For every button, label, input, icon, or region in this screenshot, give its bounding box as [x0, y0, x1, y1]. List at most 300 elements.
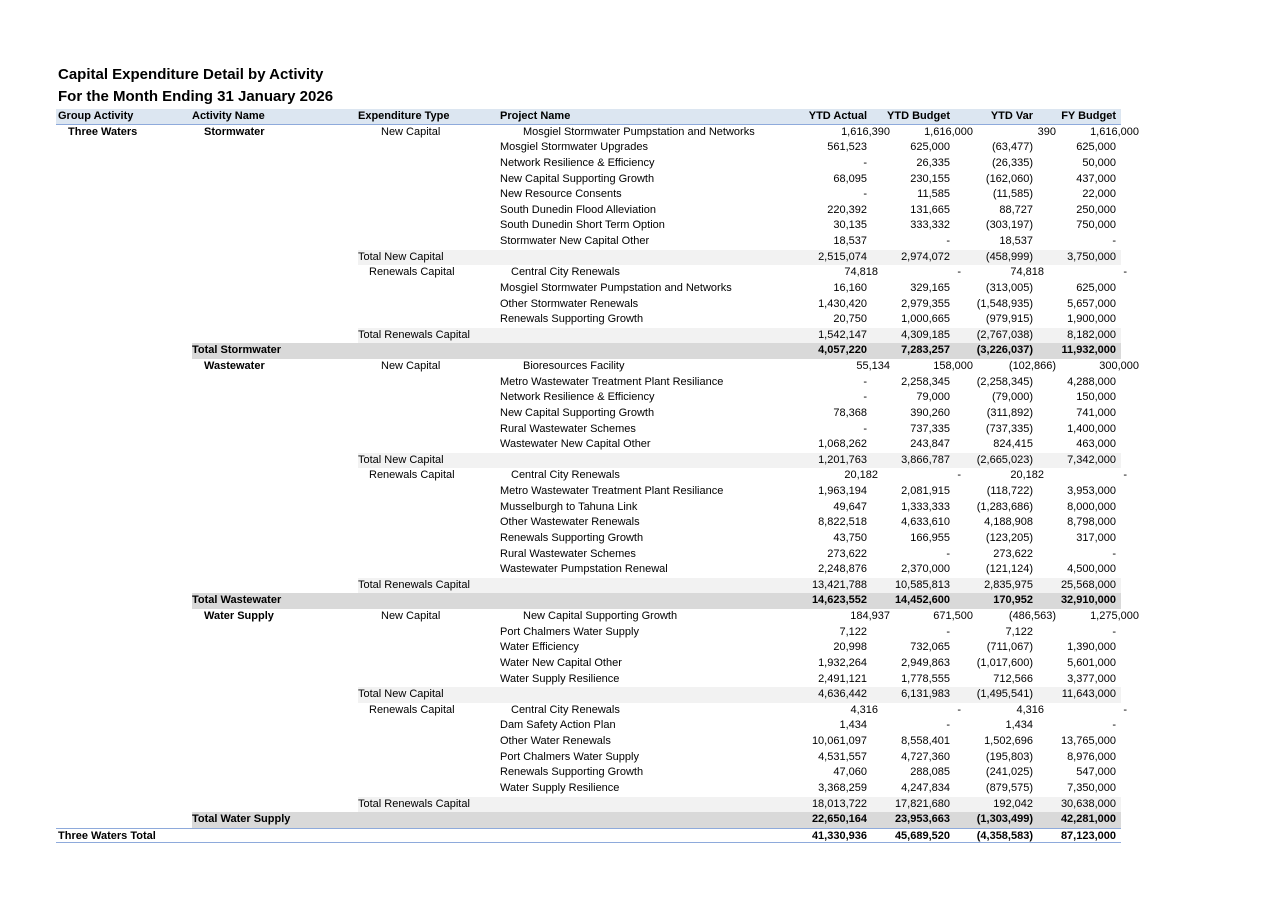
expenditure-type-cell	[358, 750, 500, 766]
expenditure-type-cell	[358, 297, 500, 313]
expenditure-type-cell	[358, 593, 500, 609]
activity-name-cell	[192, 578, 358, 594]
group-activity-cell	[56, 359, 192, 375]
group-activity-cell	[56, 750, 192, 766]
ytd-var-cell: 20,182	[1010, 469, 1044, 482]
group-activity-cell	[56, 140, 192, 156]
activity-name-cell: Total Stormwater	[192, 344, 282, 357]
activity-name-cell	[192, 515, 358, 531]
ytd-actual-cell: 7,122	[839, 625, 867, 638]
header-group-activity: Group Activity	[58, 110, 134, 122]
activity-name-cell	[192, 234, 358, 250]
table-row	[56, 218, 1121, 234]
group-activity-cell	[56, 203, 192, 219]
fy-budget-cell: 32,910,000	[1060, 594, 1116, 607]
fy-budget-cell: 625,000	[1076, 141, 1116, 154]
ytd-var-cell: (711,067)	[986, 641, 1033, 654]
ytd-actual-cell: 47,060	[833, 766, 867, 779]
project-name-cell: New Capital Supporting Growth	[523, 610, 678, 622]
ytd-var-cell: (11,585)	[992, 188, 1033, 201]
ytd-budget-cell: 79,000	[916, 391, 950, 404]
table-row	[56, 640, 1121, 656]
project-name-cell: Mosgiel Stormwater Upgrades	[500, 141, 648, 154]
table-row	[56, 609, 1139, 625]
expenditure-type-cell	[358, 484, 500, 500]
project-name-cell: Stormwater New Capital Other	[500, 235, 650, 247]
ytd-var-cell: 88,727	[999, 203, 1033, 216]
fy-budget-cell: 1,390,000	[1067, 641, 1116, 654]
project-name-cell: Rural Wastewater Schemes	[500, 547, 636, 560]
fy-budget-cell: 463,000	[1076, 438, 1116, 451]
ytd-var-cell: (1,548,935)	[976, 297, 1033, 310]
ytd-actual-cell: 43,750	[833, 531, 867, 544]
ytd-var-cell: (313,005)	[985, 281, 1033, 294]
project-name-cell: South Dunedin Short Term Option	[500, 219, 665, 232]
expenditure-type-cell: New Capital	[381, 125, 441, 138]
table-row	[56, 265, 1127, 281]
table-row	[56, 140, 1121, 156]
ytd-budget-cell: 4,727,360	[901, 750, 950, 763]
activity-name-cell	[192, 297, 358, 313]
ytd-var-cell: (102,866)	[1008, 360, 1056, 372]
group-activity-cell	[56, 156, 192, 172]
ytd-var-cell: 273,622	[993, 547, 1033, 560]
group-activity-cell	[56, 687, 192, 703]
table-row	[56, 422, 1121, 438]
table-header-row	[56, 109, 1121, 125]
activity-name-cell	[192, 156, 358, 172]
fy-budget-cell: 437,000	[1076, 172, 1116, 185]
ytd-var-cell: (2,665,023)	[976, 453, 1033, 466]
activity-name-cell	[192, 203, 358, 219]
ytd-budget-cell: 11,585	[917, 188, 950, 201]
project-name-cell: Central City Renewals	[511, 703, 620, 716]
project-name-cell: New Capital Supporting Growth	[500, 172, 655, 185]
fy-budget-cell: 1,275,000	[1090, 610, 1139, 622]
fy-budget-cell: 22,000	[1082, 188, 1116, 201]
group-activity-cell	[56, 515, 192, 531]
ytd-actual-cell: -	[863, 422, 867, 435]
ytd-budget-cell: 1,000,665	[901, 313, 950, 326]
expenditure-type-cell	[358, 765, 500, 781]
activity-name-cell	[192, 687, 358, 703]
ytd-budget-cell: 1,333,333	[901, 500, 950, 513]
group-activity-cell	[56, 234, 192, 250]
table-row	[56, 562, 1121, 578]
project-name-cell: New Capital Supporting Growth	[500, 406, 655, 419]
project-name-cell: Network Resilience & Efficiency	[500, 391, 655, 404]
header-activity-name: Activity Name	[192, 110, 265, 122]
ytd-actual-cell: 20,750	[833, 313, 867, 326]
expenditure-type-cell	[358, 156, 500, 172]
ytd-actual-cell: 49,647	[833, 500, 867, 513]
ytd-actual-cell: 1,068,262	[818, 438, 867, 451]
table-row	[56, 468, 1127, 484]
project-name-cell: Other Wastewater Renewals	[500, 516, 640, 529]
activity-name-cell	[192, 312, 358, 328]
fy-budget-cell: -	[1123, 703, 1127, 716]
project-name-cell	[500, 829, 790, 843]
activity-name-cell	[192, 797, 358, 813]
expenditure-type-cell: Total New Capital	[358, 250, 444, 263]
expenditure-type-cell: Renewals Capital	[369, 703, 455, 716]
group-activity-cell	[56, 765, 192, 781]
ytd-budget-cell: 732,065	[910, 641, 950, 654]
ytd-budget-cell: 625,000	[910, 141, 950, 154]
fy-budget-cell: 30,638,000	[1060, 797, 1116, 810]
expenditure-type-cell: Total Renewals Capital	[358, 578, 470, 591]
project-name-cell: Dam Safety Action Plan	[500, 719, 616, 732]
expenditure-type-cell	[358, 437, 500, 453]
capex-table	[56, 109, 1139, 843]
project-name-cell: Renewals Supporting Growth	[500, 766, 644, 779]
group-activity-cell	[56, 781, 192, 797]
expenditure-type-cell	[358, 781, 500, 797]
ytd-actual-cell: 14,623,552	[811, 594, 867, 607]
ytd-budget-cell: 17,821,680	[894, 797, 950, 810]
ytd-budget-cell: -	[946, 547, 950, 560]
ytd-budget-cell: -	[946, 625, 950, 638]
header-expenditure-type: Expenditure Type	[358, 110, 450, 122]
ytd-var-cell: 74,818	[1010, 266, 1044, 279]
table-row	[56, 390, 1121, 406]
ytd-actual-cell: 4,531,557	[818, 750, 867, 763]
group-activity-cell	[56, 640, 192, 656]
ytd-actual-cell: 3,368,259	[818, 781, 867, 794]
ytd-budget-cell: 3,866,787	[901, 453, 950, 466]
project-name-cell: Musselburgh to Tahuna Link	[500, 500, 638, 513]
fy-budget-cell: 7,350,000	[1067, 781, 1116, 794]
project-name-cell: Bioresources Facility	[523, 360, 625, 372]
activity-name-cell: Stormwater	[204, 125, 265, 138]
activity-name-cell	[192, 250, 358, 266]
ytd-actual-cell: 20,182	[844, 469, 878, 482]
ytd-actual-cell: -	[863, 375, 867, 388]
project-name-cell: Network Resilience & Efficiency	[500, 156, 655, 169]
fy-budget-cell: 5,601,000	[1067, 656, 1116, 669]
ytd-var-cell: (311,892)	[986, 406, 1033, 419]
expenditure-type-cell: New Capital	[381, 610, 441, 622]
ytd-actual-cell: 1,616,390	[841, 125, 890, 138]
table-row	[56, 515, 1121, 531]
group-activity-cell	[56, 250, 192, 266]
ytd-actual-cell: -	[863, 156, 867, 169]
fy-budget-cell: 3,377,000	[1067, 672, 1116, 685]
group-activity-cell	[56, 406, 192, 422]
ytd-var-cell: (737,335)	[985, 422, 1033, 435]
ytd-var-cell: (162,060)	[985, 172, 1033, 185]
fy-budget-cell: -	[1112, 719, 1116, 732]
group-activity-cell	[56, 593, 192, 609]
ytd-var-cell: (458,999)	[985, 250, 1033, 263]
fy-budget-cell: 1,900,000	[1067, 313, 1116, 326]
table-row	[56, 172, 1121, 188]
activity-name-cell	[192, 422, 358, 438]
activity-name-cell	[192, 625, 358, 641]
fy-budget-cell: -	[1112, 625, 1116, 638]
ytd-var-cell: 2,835,975	[984, 578, 1033, 591]
ytd-budget-cell: -	[957, 703, 961, 716]
ytd-budget-cell: 671,500	[933, 610, 973, 622]
ytd-actual-cell: 22,650,164	[811, 813, 867, 826]
project-name-cell: Wastewater Pumpstation Renewal	[500, 563, 668, 576]
fy-budget-cell: 4,288,000	[1067, 375, 1116, 388]
expenditure-type-cell	[358, 734, 500, 750]
group-activity-cell: Three Waters Total	[58, 829, 156, 842]
fy-budget-cell: 87,123,000	[1060, 829, 1116, 842]
expenditure-type-cell: New Capital	[381, 360, 441, 372]
table-row	[56, 547, 1121, 563]
project-name-cell: Metro Wastewater Treatment Plant Resiliance	[500, 485, 724, 497]
group-activity-cell	[56, 218, 192, 234]
group-activity-cell	[56, 265, 192, 281]
subtotal-row	[56, 453, 1121, 469]
ytd-budget-cell: 2,370,000	[901, 563, 950, 576]
project-name-cell: Rural Wastewater Schemes	[500, 422, 636, 435]
expenditure-type-cell: Total Renewals Capital	[358, 797, 470, 810]
table-row	[56, 156, 1121, 172]
activity-name-cell	[192, 547, 358, 563]
fy-budget-cell: -	[1112, 547, 1116, 560]
group-activity-cell	[56, 578, 192, 594]
activity-name-cell	[192, 765, 358, 781]
project-name-cell: Port Chalmers Water Supply	[500, 750, 639, 763]
project-name-cell: Water Supply Resilience	[500, 781, 620, 794]
project-name-cell: Water Efficiency	[500, 641, 579, 654]
ytd-var-cell: 4,188,908	[984, 516, 1033, 529]
ytd-var-cell: (979,915)	[985, 313, 1033, 326]
ytd-actual-cell: 30,135	[833, 219, 867, 232]
table-row	[56, 781, 1121, 797]
ytd-actual-cell: -	[863, 188, 867, 201]
group-activity-cell	[56, 625, 192, 641]
expenditure-type-cell: Total Renewals Capital	[358, 328, 470, 341]
group-activity-cell	[56, 500, 192, 516]
ytd-actual-cell: 2,248,876	[818, 563, 867, 576]
ytd-budget-cell: 158,000	[933, 360, 973, 372]
fy-budget-cell: 13,765,000	[1060, 735, 1116, 747]
fy-budget-cell: 50,000	[1082, 156, 1116, 169]
expenditure-type-cell	[358, 625, 500, 641]
ytd-var-cell: (2,258,345)	[976, 375, 1033, 388]
expenditure-type-cell	[358, 562, 500, 578]
ytd-actual-cell: 1,430,420	[818, 297, 867, 310]
report-subtitle: For the Month Ending 31 January 2026	[58, 88, 334, 105]
ytd-var-cell: 824,415	[993, 438, 1033, 451]
group-activity-cell	[56, 468, 192, 484]
group-activity-cell	[56, 328, 192, 344]
expenditure-type-cell	[358, 312, 500, 328]
table-row	[56, 437, 1121, 453]
ytd-var-cell: (63,477)	[992, 141, 1033, 154]
activity-name-cell	[192, 640, 358, 656]
ytd-actual-cell: 1,963,194	[818, 485, 867, 497]
project-name-cell: Water New Capital Other	[500, 656, 622, 669]
ytd-budget-cell: 2,974,072	[901, 250, 950, 263]
ytd-actual-cell: 10,061,097	[811, 735, 867, 747]
ytd-var-cell: 7,122	[1005, 625, 1033, 638]
activity-name-cell	[192, 281, 358, 297]
expenditure-type-cell	[358, 406, 500, 422]
fy-budget-cell: 5,657,000	[1067, 297, 1116, 310]
table-row	[56, 297, 1121, 313]
ytd-budget-cell: 4,633,610	[901, 516, 950, 529]
activity-name-cell	[192, 656, 358, 672]
expenditure-type-cell	[358, 343, 500, 359]
expenditure-type-cell	[358, 656, 500, 672]
activity-name-cell	[192, 703, 358, 719]
project-name-cell	[500, 812, 790, 828]
expenditure-type-cell	[358, 515, 500, 531]
ytd-budget-cell: 166,955	[910, 531, 950, 544]
ytd-budget-cell: 1,616,000	[924, 125, 973, 138]
header-ytd-budget: YTD Budget	[887, 110, 950, 122]
expenditure-type-cell	[358, 281, 500, 297]
ytd-budget-cell: 45,689,520	[894, 829, 950, 842]
ytd-var-cell: (26,335)	[992, 156, 1033, 169]
ytd-actual-cell: 55,134	[856, 360, 890, 372]
ytd-budget-cell: 7,283,257	[901, 344, 950, 357]
group-activity-cell: Three Waters	[68, 125, 138, 138]
expenditure-type-cell	[358, 187, 500, 203]
ytd-var-cell: (2,767,038)	[976, 328, 1033, 341]
activity-name-cell: Wastewater	[204, 360, 265, 372]
expenditure-type-cell	[358, 375, 500, 391]
project-name-cell: Metro Wastewater Treatment Plant Resiliance	[500, 375, 724, 388]
table-row	[56, 625, 1121, 641]
group-activity-cell	[56, 312, 192, 328]
expenditure-type-cell	[358, 531, 500, 547]
activity-name-cell	[192, 406, 358, 422]
activity-name-cell: Total Water Supply	[192, 813, 291, 826]
expenditure-type-cell	[358, 500, 500, 516]
ytd-var-cell: (1,495,541)	[976, 688, 1033, 701]
group-activity-cell	[56, 734, 192, 750]
project-name-cell: New Resource Consents	[500, 188, 622, 201]
expenditure-type-cell: Renewals Capital	[369, 266, 455, 279]
ytd-budget-cell: 329,165	[910, 281, 950, 294]
ytd-var-cell: (3,226,037)	[976, 344, 1033, 357]
fy-budget-cell: 8,000,000	[1067, 500, 1116, 513]
activity-name-cell	[192, 484, 358, 500]
ytd-actual-cell: 78,368	[833, 406, 867, 419]
table-row	[56, 281, 1121, 297]
ytd-actual-cell: 561,523	[827, 141, 867, 154]
subtotal-row	[56, 797, 1121, 813]
group-activity-cell	[56, 187, 192, 203]
activity-name-cell	[192, 328, 358, 344]
project-name-cell: Mosgiel Stormwater Pumpstation and Networks	[500, 281, 732, 294]
expenditure-type-cell	[358, 172, 500, 188]
ytd-var-cell: (4,358,583)	[976, 829, 1033, 842]
ytd-actual-cell: 41,330,936	[811, 829, 867, 842]
group-activity-cell	[56, 812, 192, 828]
group-activity-cell	[56, 297, 192, 313]
activity-name-cell	[192, 562, 358, 578]
table-row	[56, 187, 1121, 203]
expenditure-type-cell	[358, 547, 500, 563]
project-name-cell	[500, 453, 790, 469]
table-body	[56, 125, 1139, 844]
activity-name-cell	[192, 375, 358, 391]
ytd-budget-cell: 4,247,834	[901, 781, 950, 794]
activity-name-cell	[192, 265, 358, 281]
ytd-actual-cell: 74,818	[844, 266, 878, 279]
expenditure-type-cell: Total New Capital	[358, 688, 444, 701]
project-name-cell: South Dunedin Flood Alleviation	[500, 203, 656, 216]
activity-name-cell	[192, 140, 358, 156]
project-name-cell: Other Stormwater Renewals	[500, 297, 639, 310]
activity-name-cell	[192, 390, 358, 406]
group-activity-cell	[56, 484, 192, 500]
fy-budget-cell: 8,182,000	[1067, 328, 1116, 341]
ytd-var-cell: 4,316	[1016, 703, 1044, 716]
fy-budget-cell: 4,500,000	[1067, 563, 1116, 576]
ytd-budget-cell: 23,953,663	[894, 813, 950, 826]
ytd-var-cell: (1,283,686)	[976, 500, 1033, 513]
ytd-budget-cell: 243,847	[910, 438, 950, 451]
activity-name-cell	[192, 468, 358, 484]
project-name-cell	[500, 687, 790, 703]
table-row	[56, 718, 1121, 734]
project-name-cell: Port Chalmers Water Supply	[500, 625, 639, 638]
table-row	[56, 125, 1139, 141]
ytd-budget-cell: 131,665	[910, 203, 950, 216]
subtotal-row	[56, 578, 1121, 594]
subtotal-row	[56, 687, 1121, 703]
group-activity-cell	[56, 422, 192, 438]
ytd-var-cell: 1,502,696	[984, 735, 1033, 747]
ytd-actual-cell: 184,937	[850, 610, 890, 622]
ytd-actual-cell: 273,622	[827, 547, 867, 560]
ytd-actual-cell: 2,515,074	[818, 250, 867, 263]
expenditure-type-cell	[358, 718, 500, 734]
table-row	[56, 312, 1121, 328]
fy-budget-cell: 547,000	[1076, 766, 1116, 779]
group-activity-cell	[56, 656, 192, 672]
table-row	[56, 734, 1121, 750]
ytd-actual-cell: 4,316	[850, 703, 878, 716]
group-activity-cell	[56, 281, 192, 297]
ytd-budget-cell: 230,155	[910, 172, 950, 185]
table-row	[56, 406, 1121, 422]
ytd-budget-cell: 288,085	[910, 766, 950, 779]
activity-name-cell: Total Wastewater	[192, 594, 282, 607]
ytd-actual-cell: 8,822,518	[818, 516, 867, 529]
table-row	[56, 359, 1139, 375]
ytd-actual-cell: 220,392	[827, 203, 867, 216]
expenditure-type-cell	[358, 203, 500, 219]
ytd-budget-cell: 737,335	[910, 422, 950, 435]
ytd-var-cell: (79,000)	[992, 391, 1033, 404]
ytd-var-cell: (118,722)	[986, 485, 1033, 497]
ytd-actual-cell: 18,013,722	[811, 797, 867, 810]
fy-budget-cell: 11,932,000	[1061, 344, 1116, 357]
ytd-budget-cell: 26,335	[916, 156, 950, 169]
ytd-actual-cell: 68,095	[833, 172, 867, 185]
ytd-actual-cell: -	[863, 391, 867, 404]
fy-budget-cell: 1,400,000	[1067, 422, 1116, 435]
project-name-cell: Other Water Renewals	[500, 735, 611, 747]
ytd-budget-cell: -	[957, 266, 961, 279]
ytd-budget-cell: 2,949,863	[901, 656, 950, 669]
fy-budget-cell: 1,616,000	[1090, 125, 1139, 138]
expenditure-type-cell	[358, 672, 500, 688]
fy-budget-cell: 300,000	[1099, 360, 1139, 372]
group-activity-cell	[56, 453, 192, 469]
activity-name-cell	[192, 672, 358, 688]
ytd-var-cell: (241,025)	[985, 766, 1033, 779]
